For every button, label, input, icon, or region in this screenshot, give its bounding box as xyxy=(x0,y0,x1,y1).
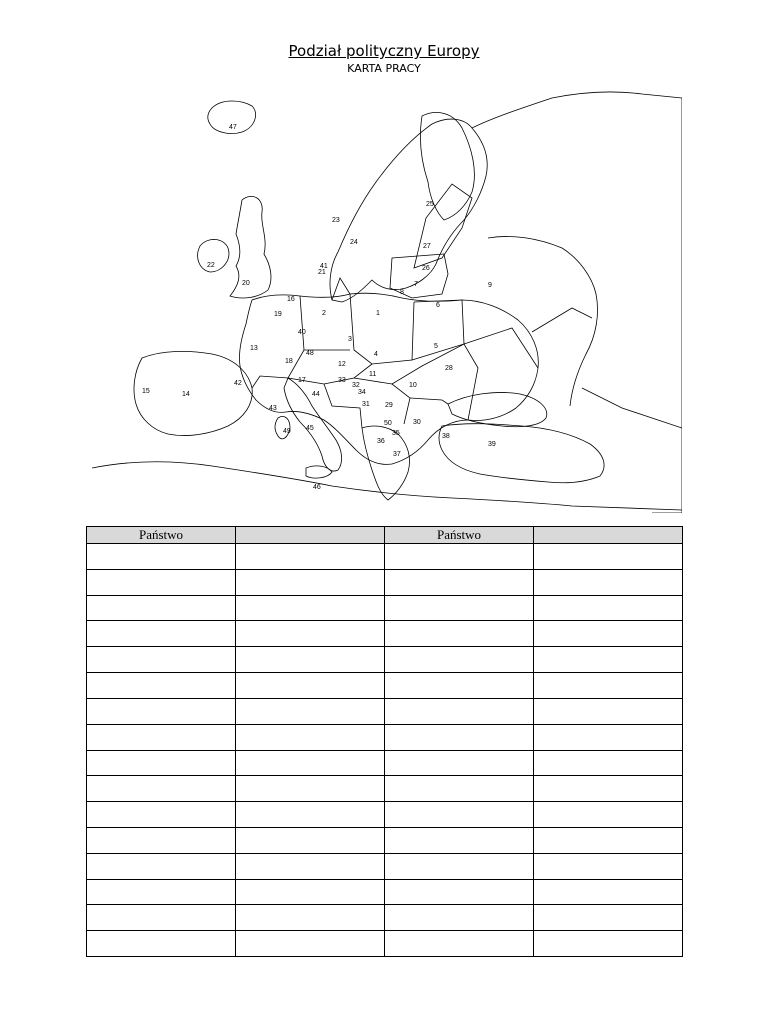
map-label-15: 15 xyxy=(142,388,150,395)
map-label-19: 19 xyxy=(274,311,282,318)
table-cell[interactable] xyxy=(236,879,385,905)
table-cell[interactable] xyxy=(385,879,534,905)
map-label-26: 26 xyxy=(422,265,430,272)
table-cell[interactable] xyxy=(534,647,683,673)
table-cell[interactable] xyxy=(534,544,683,570)
table-cell[interactable] xyxy=(385,595,534,621)
map-label-16: 16 xyxy=(287,296,295,303)
map-label-46: 46 xyxy=(313,484,321,491)
table-cell[interactable] xyxy=(87,647,236,673)
table-row xyxy=(87,879,683,905)
map-label-40: 40 xyxy=(298,329,306,336)
map-label-22: 22 xyxy=(207,262,215,269)
map-label-35: 35 xyxy=(392,430,400,437)
map-label-21: 21 xyxy=(318,269,326,276)
table-cell[interactable] xyxy=(385,544,534,570)
table-row xyxy=(87,750,683,776)
map-label-43: 43 xyxy=(269,405,277,412)
map-label-25: 25 xyxy=(426,201,434,208)
map-outlines xyxy=(92,92,682,513)
map-label-10: 10 xyxy=(409,382,417,389)
map-label-45: 45 xyxy=(306,425,314,432)
table-cell[interactable] xyxy=(534,776,683,802)
table-cell[interactable] xyxy=(385,647,534,673)
map-label-18: 18 xyxy=(285,358,293,365)
map-label-33: 33 xyxy=(338,377,346,384)
table-cell[interactable] xyxy=(87,905,236,931)
table-cell[interactable] xyxy=(236,724,385,750)
table-cell[interactable] xyxy=(385,776,534,802)
table-cell[interactable] xyxy=(534,595,683,621)
map-label-29: 29 xyxy=(385,402,393,409)
table-cell[interactable] xyxy=(534,724,683,750)
map-label-12: 12 xyxy=(338,361,346,368)
table-row xyxy=(87,776,683,802)
table-row xyxy=(87,931,683,957)
map-label-7: 7 xyxy=(414,281,418,288)
map-label-23: 23 xyxy=(332,217,340,224)
map-label-47: 47 xyxy=(229,124,237,131)
table-cell[interactable] xyxy=(87,595,236,621)
map-label-28: 28 xyxy=(445,365,453,372)
table-cell[interactable] xyxy=(236,905,385,931)
table-cell[interactable] xyxy=(236,544,385,570)
table-cell[interactable] xyxy=(87,544,236,570)
table-cell[interactable] xyxy=(87,673,236,699)
column-header-blank-left xyxy=(236,527,385,544)
table-cell[interactable] xyxy=(87,931,236,957)
page-subtitle: KARTA PRACY xyxy=(347,62,421,75)
table-row xyxy=(87,724,683,750)
table-header-row xyxy=(87,527,683,544)
map-label-11: 11 xyxy=(369,371,377,378)
page-title: Podział polityczny Europy xyxy=(288,42,480,60)
europe-map xyxy=(92,88,682,513)
map-label-31: 31 xyxy=(362,401,370,408)
map-label-1: 1 xyxy=(376,310,380,317)
map-label-42: 42 xyxy=(234,380,242,387)
map-label-34: 34 xyxy=(358,389,366,396)
table-row xyxy=(87,595,683,621)
map-label-2: 2 xyxy=(322,310,326,317)
map-label-20: 20 xyxy=(242,280,250,287)
map-label-50: 50 xyxy=(384,420,392,427)
table-cell[interactable] xyxy=(385,698,534,724)
map-label-13: 13 xyxy=(250,345,258,352)
table-cell[interactable] xyxy=(534,673,683,699)
map-label-9: 9 xyxy=(488,282,492,289)
table-cell[interactable] xyxy=(534,931,683,957)
table-row xyxy=(87,827,683,853)
table-cell[interactable] xyxy=(236,827,385,853)
answer-rows xyxy=(87,544,683,957)
map-label-37: 37 xyxy=(393,451,401,458)
table-cell[interactable] xyxy=(236,569,385,595)
table-cell[interactable] xyxy=(385,853,534,879)
table-cell[interactable] xyxy=(385,802,534,828)
table-cell[interactable] xyxy=(236,750,385,776)
table-cell[interactable] xyxy=(385,750,534,776)
table-cell[interactable] xyxy=(236,931,385,957)
table-row xyxy=(87,569,683,595)
map-label-44: 44 xyxy=(312,391,320,398)
table-cell[interactable] xyxy=(87,879,236,905)
table-row xyxy=(87,802,683,828)
map-label-17: 17 xyxy=(298,377,306,384)
table-cell[interactable] xyxy=(534,827,683,853)
table-cell[interactable] xyxy=(87,724,236,750)
table-cell[interactable] xyxy=(87,853,236,879)
table-cell[interactable] xyxy=(236,673,385,699)
table-row xyxy=(87,544,683,570)
map-label-41: 41 xyxy=(320,263,328,270)
table-cell[interactable] xyxy=(87,569,236,595)
map-label-48: 48 xyxy=(306,350,314,357)
table-cell[interactable] xyxy=(534,905,683,931)
table-cell[interactable] xyxy=(385,569,534,595)
table-cell[interactable] xyxy=(87,802,236,828)
table-row xyxy=(87,698,683,724)
map-label-24: 24 xyxy=(350,239,358,246)
map-label-5: 5 xyxy=(434,343,438,350)
table-cell[interactable] xyxy=(236,647,385,673)
table-cell[interactable] xyxy=(236,595,385,621)
table-cell[interactable] xyxy=(236,776,385,802)
map-label-3: 3 xyxy=(348,336,352,343)
map-label-49: 49 xyxy=(283,428,291,435)
table-cell[interactable] xyxy=(534,698,683,724)
map-label-38: 38 xyxy=(442,433,450,440)
map-country-numbers xyxy=(142,124,496,491)
table-cell[interactable] xyxy=(87,776,236,802)
map-label-30: 30 xyxy=(413,419,421,426)
table-cell[interactable] xyxy=(236,802,385,828)
table-cell[interactable] xyxy=(534,853,683,879)
table-row xyxy=(87,647,683,673)
table-cell[interactable] xyxy=(385,905,534,931)
table-cell[interactable] xyxy=(385,724,534,750)
table-cell[interactable] xyxy=(534,569,683,595)
table-cell[interactable] xyxy=(534,802,683,828)
map-label-27: 27 xyxy=(423,243,431,250)
table-cell[interactable] xyxy=(87,621,236,647)
map-label-32: 32 xyxy=(352,382,360,389)
answer-table xyxy=(86,526,683,957)
table-cell[interactable] xyxy=(385,827,534,853)
table-row xyxy=(87,853,683,879)
table-cell[interactable] xyxy=(87,698,236,724)
table-cell[interactable] xyxy=(534,621,683,647)
table-row xyxy=(87,621,683,647)
map-label-8: 8 xyxy=(400,289,404,296)
map-label-4: 4 xyxy=(374,351,378,358)
table-row xyxy=(87,673,683,699)
map-label-14: 14 xyxy=(182,391,190,398)
table-row xyxy=(87,905,683,931)
column-header-blank-right xyxy=(534,527,683,544)
table-cell[interactable] xyxy=(534,750,683,776)
table-cell[interactable] xyxy=(385,673,534,699)
map-label-36: 36 xyxy=(377,438,385,445)
table-cell[interactable] xyxy=(236,698,385,724)
table-cell[interactable] xyxy=(385,621,534,647)
column-header-panstwo-left: Państwo xyxy=(87,527,236,544)
table-cell[interactable] xyxy=(236,853,385,879)
table-cell[interactable] xyxy=(534,879,683,905)
map-label-39: 39 xyxy=(488,441,496,448)
map-label-6: 6 xyxy=(436,302,440,309)
column-header-panstwo-right: Państwo xyxy=(385,527,534,544)
table-cell[interactable] xyxy=(87,827,236,853)
table-cell[interactable] xyxy=(87,750,236,776)
table-cell[interactable] xyxy=(385,931,534,957)
table-cell[interactable] xyxy=(236,621,385,647)
